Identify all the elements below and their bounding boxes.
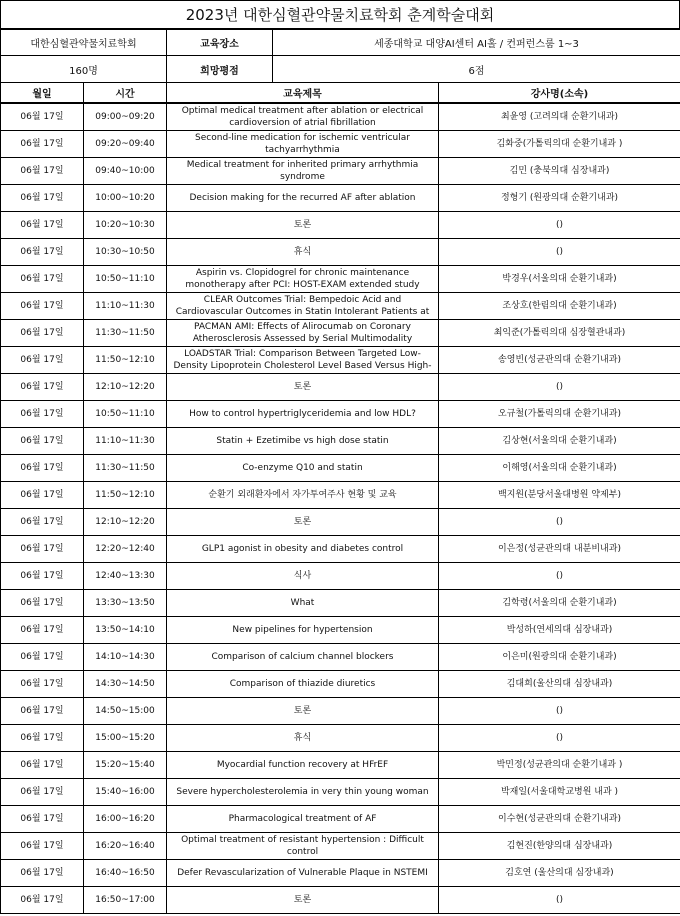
session-lecturer-cell (439, 779, 680, 806)
session-lecturer: 백지원(분당서울대병원 약제부) (498, 490, 621, 500)
session-topic: 식사 (293, 571, 312, 581)
session-lecturer-cell (439, 158, 680, 185)
session-lecturer-cell (439, 482, 680, 509)
session-date: 06월 17일 (20, 733, 64, 743)
session-time-cell (84, 725, 167, 752)
session-date-cell (1, 320, 84, 347)
session-topic: Aspirin vs. Clopidogrel for chronic maintenance monotherapy after PCI: HOST-EXAM extended study (185, 268, 420, 290)
session-topic-cell (167, 698, 439, 725)
session-time-cell (84, 103, 167, 131)
organizer-cell (1, 29, 167, 56)
session-date-cell (1, 347, 84, 374)
session-date-cell (1, 401, 84, 428)
session-date: 06월 17일 (20, 274, 64, 284)
session-date-cell (1, 266, 84, 293)
session-date-cell (1, 617, 84, 644)
table-row (1, 158, 680, 185)
session-time: 15:00~15:20 (95, 733, 155, 743)
session-date: 06월 17일 (20, 625, 64, 635)
session-lecturer: 김대희(울산의대 심장내과) (506, 679, 613, 689)
session-time-cell (84, 644, 167, 671)
session-topic: LOADSTAR Trial: Comparison Between Targeted Low-Density Lipoprotein Cholesterol Level Based Versus High- (173, 349, 432, 371)
session-date: 06월 17일 (20, 463, 64, 473)
session-date-cell (1, 509, 84, 536)
session-date: 06월 17일 (20, 787, 64, 797)
capacity-value: 160명 (1, 56, 167, 83)
session-lecturer-cell (439, 536, 680, 563)
session-time-cell (84, 752, 167, 779)
table-row (1, 563, 680, 590)
session-lecturer-cell (439, 698, 680, 725)
session-date: 06월 17일 (20, 652, 64, 662)
session-topic: How to control hypertriglyceridemia and low HDL? (189, 409, 416, 419)
table-row (1, 401, 680, 428)
session-lecturer-cell (439, 725, 680, 752)
session-topic: 토론 (293, 517, 312, 527)
session-topic-cell (167, 833, 439, 860)
session-time-cell (84, 239, 167, 266)
table-row (1, 185, 680, 212)
session-topic-cell (167, 131, 439, 158)
session-lecturer: 최윤영 (고려의대 순환기내과) (500, 112, 619, 122)
session-time-cell (84, 617, 167, 644)
session-topic: Severe hypercholesterolemia in very thin young woman (176, 787, 429, 797)
session-topic-cell (167, 266, 439, 293)
organizer-name: 대한심혈관약물치료학회 (30, 38, 137, 50)
session-lecturer: () (555, 382, 564, 392)
session-lecturer-cell (439, 212, 680, 239)
session-date: 06월 17일 (20, 301, 64, 311)
session-topic: GLP1 agonist in obesity and diabetes control (201, 544, 404, 554)
session-topic-cell (167, 536, 439, 563)
session-time-cell (84, 293, 167, 320)
session-topic-cell (167, 401, 439, 428)
table-row (1, 779, 680, 806)
session-time-cell (84, 185, 167, 212)
title-table (0, 0, 680, 30)
session-lecturer: 최익준(가톨릭의대 심장혈관내과) (493, 328, 626, 338)
session-time: 12:10~12:20 (95, 517, 155, 527)
session-lecturer: 조상호(한림의대 순환기내과) (502, 301, 617, 311)
session-topic-cell (167, 347, 439, 374)
table-row (1, 239, 680, 266)
venue-label: 교육장소 (167, 29, 273, 56)
session-date-cell (1, 185, 84, 212)
session-date-cell (1, 482, 84, 509)
session-date-cell (1, 536, 84, 563)
session-topic-cell (167, 509, 439, 536)
session-date-cell (1, 103, 84, 131)
session-time: 11:30~11:50 (95, 463, 155, 473)
session-topic-cell (167, 725, 439, 752)
session-topic: Second-line medication for ischemic ventricular tachyarrhythmia (195, 133, 410, 155)
session-date: 06월 17일 (20, 544, 64, 554)
session-topic-cell (167, 374, 439, 401)
venue-value: 세종대학교 대양AI센터 AI홀 / 컨퍼런스룸 1~3 (273, 29, 680, 56)
session-lecturer: () (555, 571, 564, 581)
session-topic-cell (167, 320, 439, 347)
session-lecturer-cell (439, 266, 680, 293)
session-topic-cell (167, 185, 439, 212)
session-time-cell (84, 590, 167, 617)
session-time-cell (84, 212, 167, 239)
session-time-cell (84, 320, 167, 347)
session-lecturer: 이은정(성균관의대 내분비내과) (498, 544, 621, 554)
session-topic: CLEAR Outcomes Trial: Bempedoic Acid and Cardiovascular Outcomes in Statin Intolerant Patients at (175, 295, 430, 317)
session-topic: New pipelines for hypertension (232, 625, 373, 635)
session-topic-cell (167, 671, 439, 698)
session-date-cell (1, 158, 84, 185)
session-time-cell (84, 860, 167, 887)
session-topic-cell (167, 752, 439, 779)
session-date: 06월 17일 (20, 436, 64, 446)
session-topic-cell (167, 482, 439, 509)
session-time: 09:00~09:20 (95, 112, 155, 122)
table-row (1, 590, 680, 617)
session-lecturer-cell (439, 401, 680, 428)
session-lecturer: 김현진(한양의대 심장내과) (506, 841, 613, 851)
session-topic-cell (167, 590, 439, 617)
table-row (1, 320, 680, 347)
table-row (1, 293, 680, 320)
session-time: 14:10~14:30 (95, 652, 155, 662)
session-topic: Optimal treatment of resistant hypertension : Difficult control (181, 835, 424, 857)
session-time-cell (84, 833, 167, 860)
session-lecturer-cell (439, 239, 680, 266)
session-date: 06월 17일 (20, 139, 64, 149)
session-date: 06월 17일 (20, 382, 64, 392)
session-lecturer: () (555, 517, 564, 527)
session-time: 12:40~13:30 (95, 571, 155, 581)
session-topic-cell (167, 617, 439, 644)
session-lecturer-cell (439, 131, 680, 158)
session-date: 06월 17일 (20, 571, 64, 581)
info-table (0, 28, 680, 83)
session-date-cell (1, 644, 84, 671)
session-time: 10:20~10:30 (95, 220, 155, 230)
table-row (1, 131, 680, 158)
session-topic: 휴식 (293, 733, 312, 743)
session-date-cell (1, 563, 84, 590)
session-time-cell (84, 266, 167, 293)
session-time: 10:50~11:10 (95, 274, 155, 284)
session-time: 11:50~12:10 (95, 355, 155, 365)
session-topic-cell (167, 428, 439, 455)
session-lecturer: 이은미(원광의대 순환기내과) (502, 652, 617, 662)
session-date: 06월 17일 (20, 166, 64, 176)
session-lecturer-cell (439, 860, 680, 887)
session-topic: PACMAN AMI: Effects of Alirocumab on Coronary Atherosclerosis Assessed by Serial Multimodality (192, 322, 413, 344)
session-time-cell (84, 428, 167, 455)
session-time-cell (84, 401, 167, 428)
session-topic-cell (167, 860, 439, 887)
session-time: 09:20~09:40 (95, 139, 155, 149)
session-lecturer: 박경우(서울의대 순환기내과) (502, 274, 617, 284)
session-lecturer-cell (439, 752, 680, 779)
session-topic: 토론 (293, 220, 312, 230)
session-topic: 토론 (293, 382, 312, 392)
session-time: 14:50~15:00 (95, 706, 155, 716)
session-time: 16:50~17:00 (95, 895, 155, 905)
session-time-cell (84, 887, 167, 914)
session-date-cell (1, 752, 84, 779)
session-lecturer: 박성하(연세의대 심장내과) (506, 625, 613, 635)
session-topic: Myocardial function recovery at HFrEF (216, 760, 389, 770)
table-row (1, 266, 680, 293)
session-date-cell (1, 779, 84, 806)
table-row (1, 482, 680, 509)
table-row (1, 347, 680, 374)
table-row (1, 833, 680, 860)
session-topic: Comparison of calcium channel blockers (211, 652, 394, 662)
session-lecturer-cell (439, 887, 680, 914)
session-lecturer: () (555, 733, 564, 743)
session-time: 12:10~12:20 (95, 382, 155, 392)
table-row (1, 671, 680, 698)
session-lecturer-cell (439, 103, 680, 131)
session-time: 11:10~11:30 (95, 436, 155, 446)
session-lecturer-cell (439, 347, 680, 374)
session-time: 13:30~13:50 (95, 598, 155, 608)
table-row (1, 725, 680, 752)
session-time: 15:40~16:00 (95, 787, 155, 797)
table-row (1, 509, 680, 536)
session-date: 06월 17일 (20, 409, 64, 419)
session-lecturer-cell (439, 374, 680, 401)
session-date: 06월 17일 (20, 760, 64, 770)
session-date: 06월 17일 (20, 517, 64, 527)
session-time: 10:00~10:20 (95, 193, 155, 203)
session-date-cell (1, 455, 84, 482)
session-time: 16:00~16:20 (95, 814, 155, 824)
session-topic-cell (167, 563, 439, 590)
session-date: 06월 17일 (20, 490, 64, 500)
session-lecturer-cell (439, 320, 680, 347)
session-date-cell (1, 428, 84, 455)
session-lecturer-cell (439, 833, 680, 860)
session-date: 06월 17일 (20, 598, 64, 608)
session-topic-cell (167, 644, 439, 671)
session-date-cell (1, 671, 84, 698)
table-row (1, 887, 680, 914)
session-topic: 토론 (293, 895, 312, 905)
session-topic: What (290, 598, 315, 608)
table-row (1, 455, 680, 482)
session-lecturer: 박재일(서울대학교병원 내과 ) (500, 787, 619, 797)
session-date-cell (1, 239, 84, 266)
session-date: 06월 17일 (20, 220, 64, 230)
session-lecturer: 김상현(서울의대 순환기내과) (502, 436, 617, 446)
session-date-cell (1, 374, 84, 401)
session-time-cell (84, 563, 167, 590)
session-lecturer-cell (439, 428, 680, 455)
session-time-cell (84, 158, 167, 185)
session-date: 06월 17일 (20, 868, 64, 878)
table-row (1, 536, 680, 563)
table-row (1, 806, 680, 833)
session-topic: 휴식 (293, 247, 312, 257)
table-row (1, 698, 680, 725)
session-time: 12:20~12:40 (95, 544, 155, 554)
session-topic: Decision making for the recurred AF after ablation (189, 193, 416, 203)
session-topic: Medical treatment for inherited primary arrhythmia syndrome (186, 160, 419, 182)
session-date-cell (1, 887, 84, 914)
credit-label: 희망평점 (167, 56, 273, 83)
session-lecturer-cell (439, 455, 680, 482)
session-time-cell (84, 374, 167, 401)
session-date-cell (1, 293, 84, 320)
session-date-cell (1, 131, 84, 158)
schedule-table (0, 82, 680, 914)
session-lecturer-cell (439, 509, 680, 536)
session-time: 16:40~16:50 (95, 868, 155, 878)
table-row (1, 428, 680, 455)
session-lecturer-cell (439, 617, 680, 644)
session-topic: Defer Revascularization of Vulnerable Plaque in NSTEMI (177, 868, 428, 878)
session-time-cell (84, 455, 167, 482)
session-topic: Comparison of thiazide diuretics (229, 679, 376, 689)
document-title: 2023년 대한심혈관약물치료학회 춘계학술대회 (1, 1, 680, 30)
session-time-cell (84, 347, 167, 374)
session-time-cell (84, 536, 167, 563)
session-lecturer: () (555, 895, 564, 905)
session-lecturer-cell (439, 185, 680, 212)
session-topic-cell (167, 103, 439, 131)
session-lecturer-cell (439, 644, 680, 671)
session-topic-cell (167, 887, 439, 914)
session-lecturer-cell (439, 671, 680, 698)
session-date-cell (1, 860, 84, 887)
header-topic: 교육제목 (167, 83, 439, 104)
session-lecturer: 이해영(서울의대 순환기내과) (502, 463, 617, 473)
session-topic-cell (167, 293, 439, 320)
session-topic: Pharmacological treatment of AF (228, 814, 377, 824)
session-date: 06월 17일 (20, 814, 64, 824)
session-date-cell (1, 833, 84, 860)
session-time: 11:10~11:30 (95, 301, 155, 311)
session-time: 09:40~10:00 (95, 166, 155, 176)
session-lecturer: 정형기 (원광의대 순환기내과) (500, 193, 619, 203)
session-date: 06월 17일 (20, 679, 64, 689)
table-header-row (1, 83, 680, 104)
session-topic-cell (167, 806, 439, 833)
session-lecturer: 김호연 (울산의대 심장내과) (505, 868, 614, 878)
header-lecturer: 강사명(소속) (439, 83, 680, 104)
session-time: 11:30~11:50 (95, 328, 155, 338)
session-lecturer: () (555, 247, 564, 257)
session-time: 14:30~14:50 (95, 679, 155, 689)
table-row (1, 752, 680, 779)
session-lecturer: 박민정(성균관의대 순환기내과 ) (496, 760, 623, 770)
session-time: 10:30~10:50 (95, 247, 155, 257)
session-lecturer: 김학령(서울의대 순환기내과) (502, 598, 617, 608)
session-lecturer: () (555, 706, 564, 716)
session-topic-cell (167, 239, 439, 266)
session-time-cell (84, 698, 167, 725)
session-time-cell (84, 779, 167, 806)
session-topic-cell (167, 212, 439, 239)
session-date: 06월 17일 (20, 895, 64, 905)
session-time-cell (84, 482, 167, 509)
session-date-cell (1, 212, 84, 239)
session-time: 16:20~16:40 (95, 841, 155, 851)
session-topic: Co-enzyme Q10 and statin (242, 463, 363, 473)
table-row (1, 103, 680, 131)
session-date: 06월 17일 (20, 193, 64, 203)
session-lecturer: 오규철(가톨릭의대 순환기내과) (498, 409, 621, 419)
session-lecturer: () (555, 220, 564, 230)
session-date-cell (1, 725, 84, 752)
table-row (1, 644, 680, 671)
session-time-cell (84, 131, 167, 158)
session-date: 06월 17일 (20, 112, 64, 122)
session-date-cell (1, 806, 84, 833)
session-time-cell (84, 806, 167, 833)
session-date-cell (1, 698, 84, 725)
session-time-cell (84, 509, 167, 536)
session-time: 13:50~14:10 (95, 625, 155, 635)
session-topic-cell (167, 455, 439, 482)
session-lecturer: 김민 (충북의대 심장내과) (509, 166, 610, 176)
table-row (1, 617, 680, 644)
session-topic-cell (167, 779, 439, 806)
session-topic: Optimal medical treatment after ablation or electrical cardioversion of atrial fibrillation (181, 106, 424, 128)
table-row (1, 374, 680, 401)
session-time: 11:50~12:10 (95, 490, 155, 500)
header-time: 시간 (84, 83, 167, 104)
credit-value: 6점 (273, 56, 680, 83)
session-time: 15:20~15:40 (95, 760, 155, 770)
session-date: 06월 17일 (20, 328, 64, 338)
header-date: 월일 (1, 83, 84, 104)
session-topic: 토론 (293, 706, 312, 716)
session-date-cell (1, 590, 84, 617)
session-lecturer-cell (439, 806, 680, 833)
session-time: 10:50~11:10 (95, 409, 155, 419)
session-topic-cell (167, 158, 439, 185)
session-lecturer-cell (439, 563, 680, 590)
session-topic: Statin + Ezetimibe vs high dose statin (216, 436, 389, 446)
session-date: 06월 17일 (20, 247, 64, 257)
table-row (1, 212, 680, 239)
session-lecturer: 송영빈(성균관의대 순환기내과) (498, 355, 621, 365)
session-date: 06월 17일 (20, 706, 64, 716)
session-lecturer: 김화중(가톨릭의대 순환기내과 ) (496, 139, 623, 149)
session-time-cell (84, 671, 167, 698)
session-topic: 순환기 외래환자에서 자가투여주사 현황 및 교육 (208, 490, 397, 500)
session-lecturer: 이수현(성균관의대 순환기내과) (498, 814, 621, 824)
session-date: 06월 17일 (20, 841, 64, 851)
session-date: 06월 17일 (20, 355, 64, 365)
session-lecturer-cell (439, 293, 680, 320)
session-lecturer-cell (439, 590, 680, 617)
table-row (1, 860, 680, 887)
